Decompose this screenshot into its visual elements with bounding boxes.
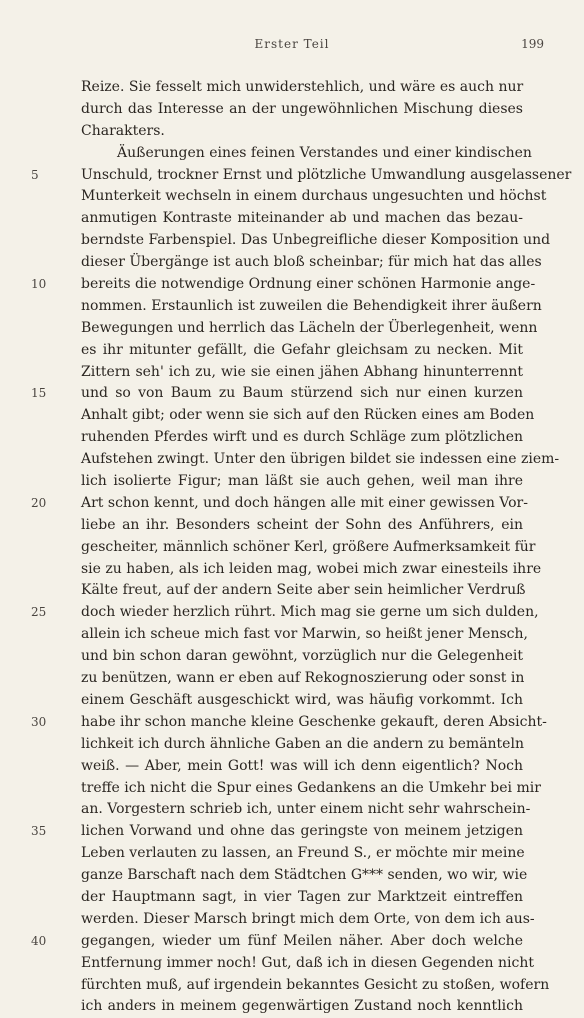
text-line [0,383,584,405]
text-line [0,405,584,427]
text-line [0,734,584,756]
text-line [0,427,584,449]
line-number: 30 [31,714,47,729]
line-text: werden. Dieser Marsch bringt mich dem Orte, von dem ich aus- [81,910,535,927]
text-line [0,362,584,384]
text-line [0,493,584,515]
line-text: gegangen, wieder um fünf Meilen näher. Aber doch welche [81,932,523,949]
line-text: Charakters. [81,122,165,139]
line-number: 35 [31,824,47,839]
text-line [0,821,584,843]
text-line [0,909,584,931]
line-text: Aufstehen zwingt. Unter den übrigen bildet sie indessen eine ziem- [81,451,560,468]
text-line [0,77,584,99]
line-text: weiß. — Aber, mein Gott! was will ich denn eigentlich? Noch [81,757,523,774]
text-line [0,318,584,340]
text-line [0,296,584,318]
line-text: gescheiter, männlich schöner Kerl, größere Aufmerksamkeit für [81,538,536,555]
line-text: allein ich scheue mich fast vor Marwin, so heißt jener Mensch, [81,626,528,643]
line-text: Bewegungen und herrlich das Lächeln der Überlegenheit, wenn [81,319,538,336]
line-text: einem Geschäft ausgeschickt wird, was häufig vorkommt. Ich [81,691,523,708]
text-line [0,559,584,581]
line-text: Reize. Sie fesselt mich unwiderstehlich, und wäre es auch nur [81,79,524,95]
line-text: liebe an ihr. Besonders scheint der Sohn des Anführers, ein [81,516,523,533]
text-line [0,340,584,362]
line-text: anmutigen Kontraste miteinander ab und machen das bezau- [81,210,523,227]
text-line [0,624,584,646]
line-text: durch das Interesse an der ungewöhnlichen Mischung dieses [81,100,523,117]
text-line [0,537,584,559]
text-line [0,143,584,165]
line-text: Leben verlauten zu lassen, an Freund S., er möchte mir meine [81,845,525,862]
line-text: dieser Übergänge ist auch bloß scheinbar; für mich hat das alles [81,254,542,271]
text-line [0,756,584,778]
line-text: ich anders in meinem gegenwärtigen Zustand noch kenntlich [81,998,523,1015]
line-text: bereits die notwendige Ordnung einer schönen Harmonie ange- [81,276,536,293]
text-line [0,646,584,668]
line-text: zu benützen, wann er eben auf Rekognoszierung oder sonst in [81,670,525,687]
line-number: 10 [31,277,47,292]
line-text: Entfernung immer noch! Gut, daß ich in diesen Gegenden nicht [81,954,534,971]
text-line [0,230,584,252]
text-line [0,778,584,800]
text-line [0,975,584,997]
text-line [0,186,584,208]
text-line [0,887,584,909]
text-line [0,99,584,121]
text-line [0,668,584,690]
text-line [0,274,584,296]
body-text [0,77,584,1018]
line-text: Munterkeit wechseln in einem durchaus ungesuchten und höchst [81,188,547,205]
text-line [0,515,584,537]
line-text: habe ihr schon manche kleine Geschenke gekauft, deren Absicht- [81,713,547,730]
text-line [0,953,584,975]
line-number: 15 [31,386,47,401]
line-text: berndste Farbenspiel. Das Unbegreifliche dieser Komposition und [81,232,551,249]
page-header [0,37,584,57]
text-line [0,865,584,887]
line-text: lich isolierte Figur; man läßt sie auch gehen, weil man ihre [81,473,523,490]
line-text: und bin schon daran gewöhnt, vorzüglich nur die Gelegenheit [81,648,523,665]
text-line [0,121,584,143]
line-text: Zittern seh' ich zu, wie sie einen jähen Abhang hinunterrennt [81,363,523,380]
line-text: Art schon kennt, und doch hängen alle mit einer gewissen Vor- [81,494,528,511]
text-line [0,799,584,821]
line-text: sie zu haben, als ich leiden mag, wobei mich zwar einesteils ihre [81,560,542,577]
line-text: Kälte freut, auf der andern Seite aber sein heimlicher Verdruß [81,582,526,599]
page-number: 199 [521,37,544,51]
text-line [0,252,584,274]
text-line [0,843,584,865]
line-text: Unschuld, trockner Ernst und plötzliche Umwandlung ausgelassener [81,166,572,183]
line-number: 5 [31,167,39,182]
text-line [0,690,584,712]
line-text: lichen Vorwand und ohne das geringste von meinem jetzigen [81,823,523,840]
text-line [0,449,584,471]
text-line [0,996,584,1018]
text-line [0,602,584,624]
text-line [0,165,584,187]
text-line [0,580,584,602]
line-text: treffe ich nicht die Spur eines Gedankens an die Umkehr bei mir [81,779,541,796]
line-number: 25 [31,605,47,620]
line-text: Äußerungen eines feinen Verstandes und einer kindischen [117,144,532,161]
text-line [0,208,584,230]
line-text: Anhalt gibt; oder wenn sie sich auf den Rücken eines am Boden [81,407,535,424]
line-text: fürchten muß, auf irgendein bekanntes Gesicht zu stoßen, wofern [81,976,550,993]
line-number: 20 [31,495,47,510]
line-number: 40 [31,933,47,948]
line-text: ruhenden Pferdes wirft und es durch Schläge zum plötzlichen [81,429,523,446]
line-text: es ihr mitunter gefällt, die Gefahr gleichsam zu necken. Mit [81,341,523,358]
text-line [0,712,584,734]
line-text: und so von Baum zu Baum stürzend sich nur einen kurzen [81,385,523,402]
line-text: der Hauptmann sagt, in vier Tagen zur Marktzeit eintreffen [81,888,523,905]
line-text: an. Vorgestern schrieb ich, unter einem nicht sehr wahrschein- [81,801,531,818]
text-line [0,931,584,953]
line-text: ganze Barschaft nach dem Städtchen G*** senden, wo wir, wie [81,867,528,884]
line-text: doch wieder herzlich rührt. Mich mag sie gerne um sich dulden, [81,604,539,621]
line-text: lichkeit ich durch ähnliche Gaben an die andern zu bemänteln [81,735,524,752]
line-text: nommen. Erstaunlich ist zuweilen die Behendigkeit ihrer äußern [81,297,542,314]
running-head: Erster Teil [254,37,330,51]
text-line [0,471,584,493]
